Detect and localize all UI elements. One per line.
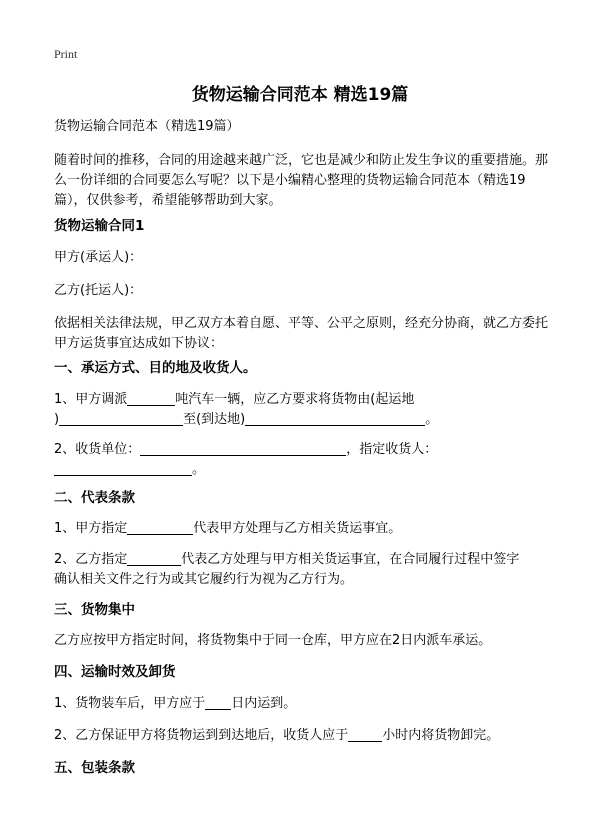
section4-item2 xyxy=(54,726,554,746)
subtitle: 货物运输合同范本（精选19篇） xyxy=(54,119,240,134)
document-title: 货物运输合同范本 精选19篇 xyxy=(191,85,409,105)
section1-item1-text-b: 吨汽车一辆，应乙方要求将货物由(起运地 xyxy=(175,392,415,407)
receiving-unit-blank xyxy=(140,441,346,456)
section1-item2-text-a: 2、收货单位： xyxy=(54,442,141,457)
section5-heading: 五、包装条款 xyxy=(54,760,135,776)
party-b-rep-blank xyxy=(127,551,181,566)
section3-text: 乙方应按甲方指定时间，将货物集中于同一仓库，甲方应在2日内派车承运。 xyxy=(54,633,492,648)
tonnage-blank xyxy=(127,391,175,406)
intro-paragraph: 随着时间的推移，合同的用途越来越广泛，它也是减少和防止发生争议的重要措施。那么一份详细的合同要怎么写呢？以下是小编精心整理的货物运输合同范本（精选19篇），仅供参考，希望能够帮助到大家。 xyxy=(54,153,549,208)
days-blank xyxy=(205,695,231,710)
section1-heading: 一、承运方式、目的地及收货人。 xyxy=(54,360,257,376)
section4-item2-text-a: 2、乙方保证甲方将货物运到到达地后，收货人应于 xyxy=(54,728,349,743)
section1-item2-text-c: 。 xyxy=(192,462,206,477)
section2-item1 xyxy=(54,519,554,539)
section2-item1-text-a: 1、甲方指定 xyxy=(54,521,128,536)
hours-blank xyxy=(348,727,382,742)
party-a-rep-blank xyxy=(127,520,193,535)
destination-blank xyxy=(245,411,425,426)
section4-item1-text-b: 日内运到。 xyxy=(231,696,297,711)
party-a-line: 甲方(承运人)： xyxy=(54,250,143,265)
section1-item2-line2 xyxy=(54,460,554,480)
section4-item1 xyxy=(54,694,554,714)
section3-heading: 三、货物集中 xyxy=(54,602,135,618)
section2-item2-line2: 确认相关文件之行为或其它履约行为视为乙方行为。 xyxy=(54,572,354,587)
section4-item1-text-a: 1、货物装车后，甲方应于 xyxy=(54,696,206,711)
section1-item1-line1 xyxy=(54,390,554,410)
section1-item1-text-c: ) xyxy=(54,412,60,427)
section2-item2-text-b: 代表乙方处理与甲方相关货运事宜，在合同履行过程中签字 xyxy=(181,552,520,567)
consignee-blank xyxy=(54,461,192,476)
section1-item1-line2 xyxy=(54,410,554,430)
preamble-paragraph: 依据相关法律法规，甲乙双方本着自愿、平等、公平之原则，经充分协商，就乙方委托甲方运货事宜达成如下协议： xyxy=(54,316,549,351)
origin-blank xyxy=(59,411,183,426)
section1-item1-text-d: 至(到达地) xyxy=(183,412,246,427)
section2-item2-text-a: 2、乙方指定 xyxy=(54,552,128,567)
section4-heading: 四、运输时效及卸货 xyxy=(54,664,176,680)
section1-item2-text-b: ，指定收货人： xyxy=(346,442,438,457)
section1-item1-text-e: 。 xyxy=(425,412,439,427)
section2-item1-text-b: 代表甲方处理与乙方相关货运事宜。 xyxy=(193,521,402,536)
party-b-line: 乙方(托运人)： xyxy=(54,283,143,298)
print-label[interactable]: Print xyxy=(54,47,78,61)
section1-item1-text-a: 1、甲方调派 xyxy=(54,392,128,407)
section4-item2-text-b: 小时内将货物卸完。 xyxy=(382,728,500,743)
section2-heading: 二、代表条款 xyxy=(54,490,135,506)
section1-item2-line1 xyxy=(54,440,554,460)
section2-item2-line1 xyxy=(54,550,554,570)
contract-heading: 货物运输合同1 xyxy=(54,218,145,234)
